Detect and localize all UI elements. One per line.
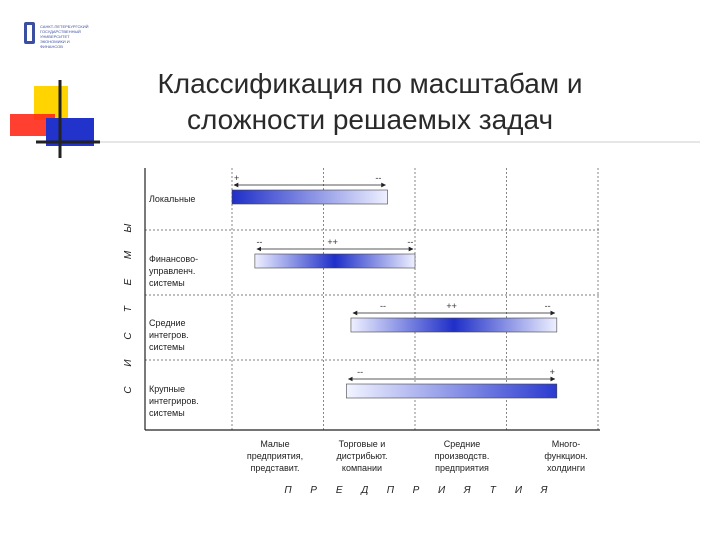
column-label-line: компании <box>341 463 383 473</box>
diagram-row <box>149 367 557 418</box>
y-axis-letter: С <box>123 332 134 340</box>
column-label-line: производств. <box>434 451 490 461</box>
logo-text: ГОСУДАРСТВЕННЫЙ <box>40 29 81 34</box>
x-axis-letter: И <box>514 485 522 496</box>
column-label-line: дистрибьют. <box>336 451 388 461</box>
column-label-line: функцион. <box>544 451 588 461</box>
x-axis-letter: Е <box>335 485 343 496</box>
row-label: Финансово- <box>149 254 199 264</box>
row-label: системы <box>149 408 185 418</box>
row-label: Локальные <box>149 194 196 204</box>
row-label: Средние <box>149 318 186 328</box>
column-label-line: представит. <box>250 463 300 473</box>
y-axis-letter: М <box>123 250 134 260</box>
row-label: Крупные <box>149 384 185 394</box>
y-axis-letter: И <box>123 359 134 367</box>
rating-mark: -- <box>357 367 364 377</box>
row-label: интегров. <box>149 330 189 340</box>
x-axis-letter: Р <box>412 485 420 496</box>
logo-text: ЭКОНОМИКИ И <box>40 39 70 44</box>
x-axis-letter: Я <box>463 485 471 496</box>
x-axis-letter: Я <box>540 485 548 496</box>
range-bar <box>351 318 557 332</box>
y-axis-letter: Ы <box>123 223 134 233</box>
row-label: управленч. <box>149 266 196 276</box>
column-label <box>247 439 303 473</box>
column-label <box>544 439 587 473</box>
x-axis-letter: Д <box>361 485 369 496</box>
diagram-row <box>149 301 557 352</box>
diagram-columns <box>247 439 588 473</box>
x-axis-letter: И <box>438 485 446 496</box>
x-axis-letter: П <box>284 485 292 496</box>
rating-mark: ++ <box>446 301 457 311</box>
x-axis-letter: П <box>386 485 395 496</box>
column-label-line: Средние <box>443 439 481 449</box>
x-axis-letter: Р <box>310 485 317 496</box>
column-label <box>435 439 490 473</box>
rating-mark: -- <box>256 237 263 247</box>
column-label-line: предприятия <box>435 463 489 473</box>
x-axis-letter: Т <box>489 485 496 496</box>
logo-text: ФИНАНСОВ <box>40 44 63 49</box>
range-bar <box>346 384 556 398</box>
logo-text: САНКТ-ПЕТЕРБУРГСКИЙ <box>40 24 89 29</box>
title-line-2: сложности решаемых задач <box>186 104 554 135</box>
range-bar <box>255 254 415 268</box>
logo-text: УНИВЕРСИТЕТ <box>40 34 70 39</box>
rating-mark: + <box>233 173 240 183</box>
range-bar <box>232 190 388 204</box>
y-axis-letter: Е <box>123 278 134 286</box>
y-axis-letter: Т <box>123 305 134 313</box>
rating-mark: ++ <box>327 237 338 247</box>
rating-mark: -- <box>375 173 382 183</box>
column-label-line: холдинги <box>546 463 586 473</box>
column-label-line: Малые <box>260 439 290 449</box>
row-label: системы <box>149 278 185 288</box>
rating-mark: -- <box>407 237 414 247</box>
diagram-rows <box>149 173 557 418</box>
column-label-line: Много- <box>551 439 581 449</box>
column-label-line: Торговые и <box>338 439 386 449</box>
column-label-line: предприятия, <box>246 451 304 461</box>
y-axis-letter: С <box>123 386 134 394</box>
rating-mark: -- <box>544 301 551 311</box>
rating-mark: -- <box>379 301 386 311</box>
diagram-row <box>149 173 388 204</box>
row-label: интегриров. <box>149 396 199 406</box>
row-label: системы <box>149 342 185 352</box>
rating-mark: + <box>549 367 555 377</box>
title-line-1: Классификация по масштабам и <box>157 68 583 99</box>
diagram-row <box>149 237 415 288</box>
column-label <box>337 439 388 473</box>
